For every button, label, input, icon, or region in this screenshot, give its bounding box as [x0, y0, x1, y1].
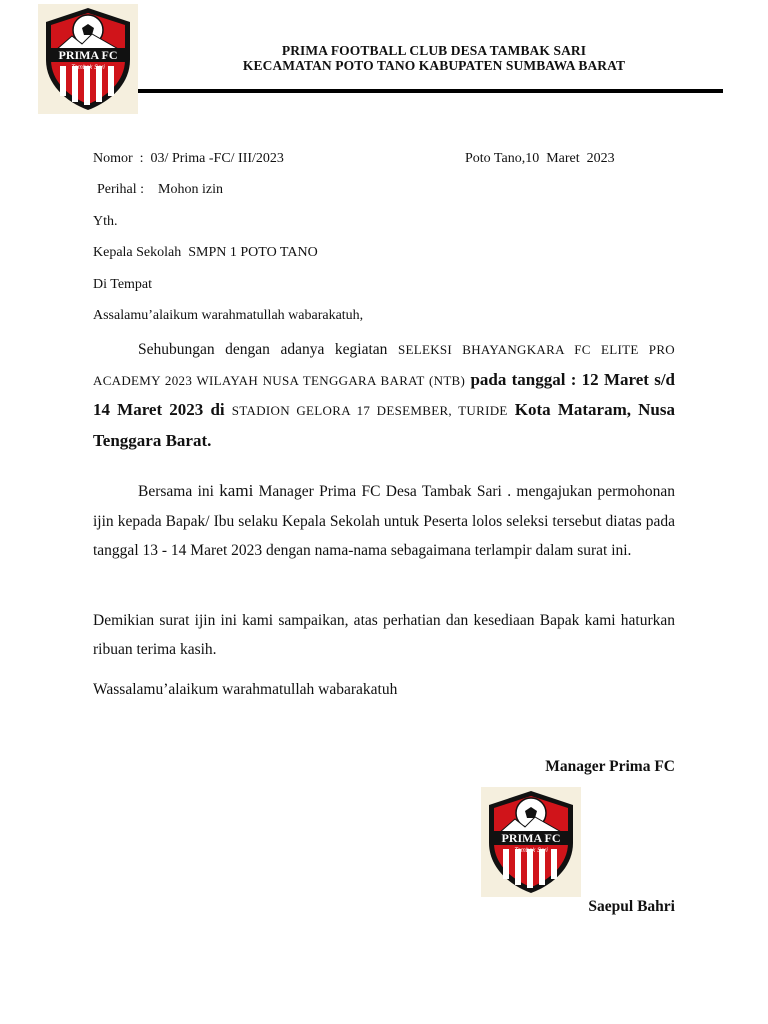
recipient: Kepala Sekolah SMPN 1 POTO TANO [93, 245, 318, 260]
greeting: Assalamu’alaikum warahmatullah wabarakatuh, [93, 308, 364, 323]
sig-logo-name: PRIMA FC [501, 831, 561, 845]
yth: Yth. [93, 214, 118, 229]
p1-date: pada tanggal : 12 Maret s/d 14 Maret 2023 di [93, 369, 675, 419]
letterhead-line-1: PRIMA FOOTBALL CLUB DESA TAMBAK SARI [281, 43, 587, 58]
closing: Wassalamu’alaikum warahmatullah wabarakatuh [93, 681, 398, 698]
paragraph-3: Demikian surat ijin ini kami sampaikan, atas perhatian dan kesediaan Bapak kami haturkan ribuan terima kasih. [93, 612, 675, 658]
p1-venue: STADION GELORA 17 DESEMBER, TURIDE [231, 403, 508, 418]
subject: Perihal : Mohon izin [97, 182, 223, 197]
logo-sub: Tambak Sari [71, 65, 105, 71]
letter-number: Nomor : 03/ Prima -FC/ III/2023 [93, 151, 284, 166]
p2-kami: kami [219, 481, 254, 500]
place-date: Poto Tano,10 Maret 2023 [465, 151, 615, 166]
p1-intro: Sehubungan dengan adanya kegiatan [138, 341, 398, 358]
p2-intro: Bersama ini [138, 483, 220, 500]
logo-name: PRIMA FC [58, 48, 118, 62]
di-tempat: Di Tempat [93, 277, 153, 292]
signature-logo [481, 787, 581, 897]
p2-body: Manager Prima FC Desa Tambak Sari . mengajukan permohonan ijin kepada Bapak/ Ibu selaku Kepala Sekolah untuk Peserta lolos seleksi tersebut diatas pada tanggal 13 - 14 Maret 2023 dengan nama-nama sebagaimana terlampir dalam surat ini. [93, 483, 675, 559]
p1-event: SELEKSI BHAYANGKARA FC ELITE PRO ACADEMY 2023 WILAYAH NUSA TENGGARA BARAT (NTB) [93, 342, 675, 388]
letterhead-rule [138, 89, 723, 93]
sig-logo-sub: Tambak Sari [514, 848, 548, 854]
signatory-name: Saepul Bahri [588, 898, 675, 915]
letterhead-line-2: KECAMATAN POTO TANO KABUPATEN SUMBAWA BARAT [242, 58, 626, 73]
paragraph-1 [93, 335, 675, 456]
signature-title: Manager Prima FC [545, 758, 675, 775]
p1-city: Kota Mataram, Nusa Tenggara Barat. [93, 400, 675, 450]
paragraph-2 [93, 476, 675, 566]
